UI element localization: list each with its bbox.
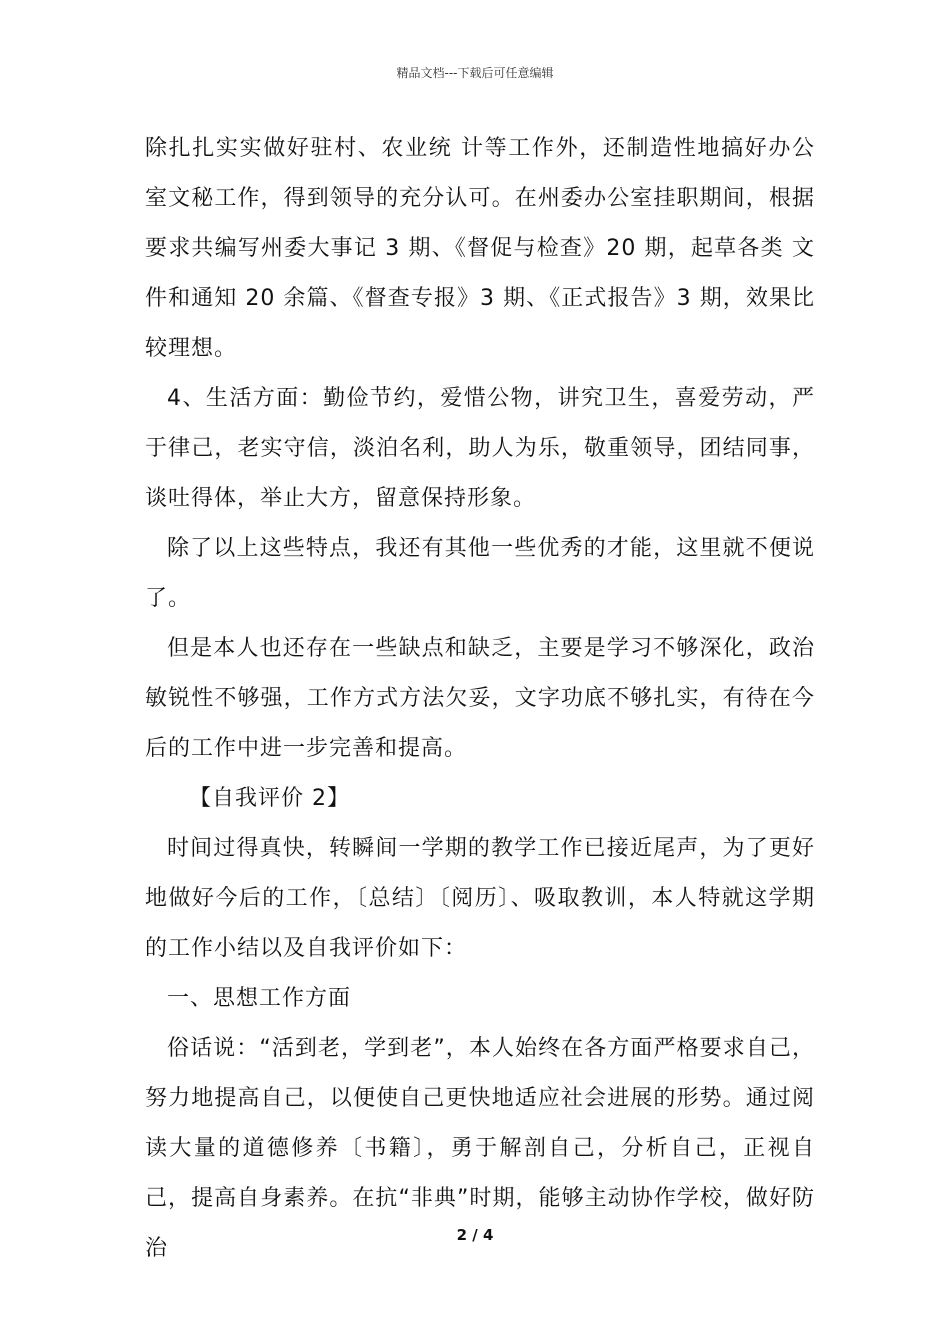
document-body — [145, 124, 815, 1274]
paragraph: 时间过得真快，转瞬间一学期的教学工作已接近尾声，为了更好地做好今后的工作，〔总结〕〔阅历〕、吸取教训，本人特就这学期的工作小结以及自我评价如下： — [145, 836, 815, 961]
paragraph: 除了以上这些特点，我还有其他一些优秀的才能，这里就不便说了。 — [145, 536, 815, 611]
paragraph: 4、生活方面：勤俭节约，爱惜公物，讲究卫生，喜爱劳动，严于律己，老实守信，淡泊名利，助人为乐，敬重领导，团结同事，谈吐得体，举止大方，留意保持形象。 — [145, 386, 815, 511]
section-heading: 一、思想工作方面 — [167, 986, 352, 1011]
paragraph: 俗话说：“活到老，学到老”，本人始终在各方面严格要求自己，努力地提高自己，以便使自己更快地适应社会进展的形势。通过阅读大量的道德修养〔书籍〕，勇于解剖自己，分析自己，正视自己，提高自身素养。在抗“非典”时期，能够主动协作学校，做好防治 — [145, 1036, 815, 1261]
paragraph: 除扎扎实实做好驻村、农业统 计等工作外，还制造性地搞好办公室文秘工作，得到领导的充分认可。在州委办公室挂职期间，根据要求共编写州委大事记 3 期、《督促与检查》20 期，起草各类 文件和通知 20 余篇、《督查专报》3 期、《正式报告》3 期，效果比较理想。 — [145, 136, 815, 361]
page-number: 2 / 4 — [456, 1226, 494, 1244]
page-header: 精品文档---下载后可任意编辑 — [396, 66, 554, 80]
section-heading: 【自我评价 2】 — [189, 786, 350, 811]
paragraph: 但是本人也还存在一些缺点和缺乏，主要是学习不够深化，政治敏锐性不够强，工作方式方法欠妥，文字功底不够扎实，有待在今后的工作中进一步完善和提高。 — [145, 636, 815, 761]
